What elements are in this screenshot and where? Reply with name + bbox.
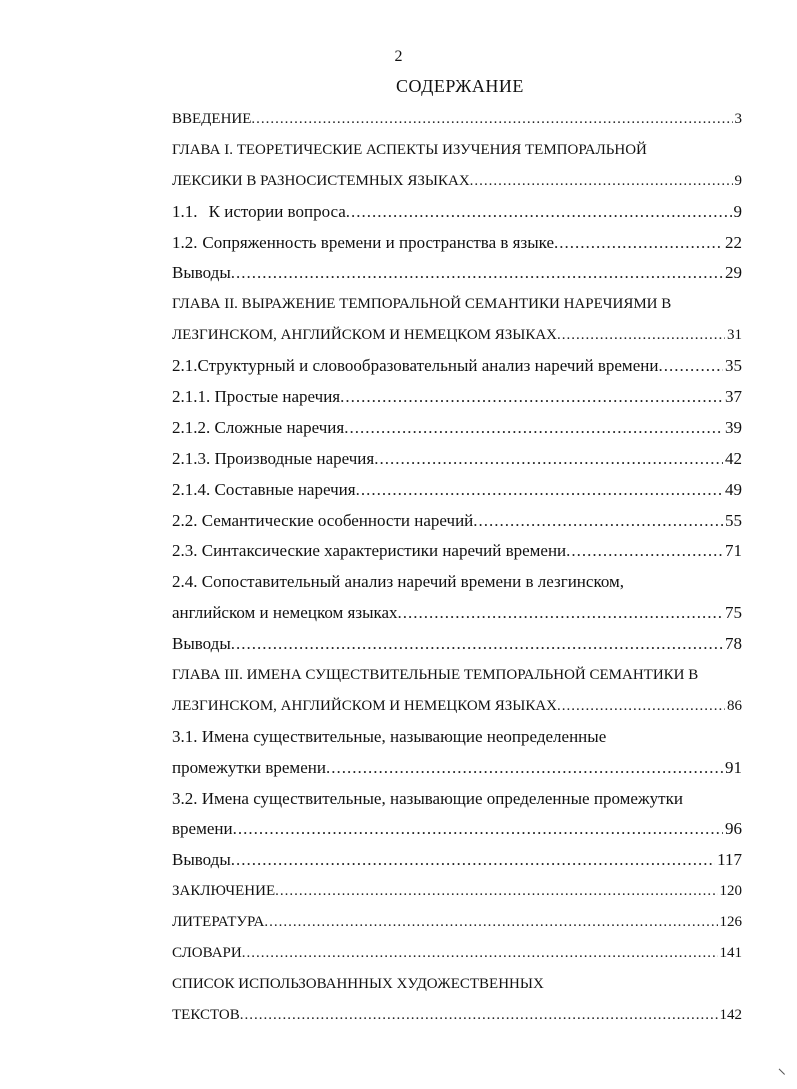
dot-leader xyxy=(566,536,723,567)
toc-entry-page: 117 xyxy=(717,850,742,870)
dot-leader xyxy=(658,351,723,382)
toc-entry-row xyxy=(172,104,742,135)
toc-entry-number: 1.1. xyxy=(172,201,198,221)
toc-entry-page: 71 xyxy=(725,541,742,561)
page-title: СОДЕРЖАНИЕ xyxy=(396,76,524,96)
toc-entry xyxy=(172,475,742,506)
toc-entry-row xyxy=(172,289,742,320)
dot-leader xyxy=(557,691,725,722)
toc-entry-title: К истории вопроса xyxy=(208,201,346,221)
toc-entry-page: 29 xyxy=(725,263,742,283)
toc-entry-page: 55 xyxy=(725,510,742,530)
toc-entry-row xyxy=(172,567,742,598)
toc-entry xyxy=(172,876,742,907)
dot-leader xyxy=(233,814,723,845)
toc-entry xyxy=(172,289,742,320)
toc-entry xyxy=(172,660,742,691)
toc-entry xyxy=(172,814,742,845)
dot-leader xyxy=(264,907,717,938)
toc-entry-row xyxy=(172,722,742,753)
toc-entry xyxy=(172,969,742,1000)
dot-leader xyxy=(398,598,723,629)
toc-entry-row xyxy=(172,475,742,506)
toc-entry-title: Выводы xyxy=(172,634,231,654)
dot-leader xyxy=(374,444,723,475)
toc-entry xyxy=(172,753,742,784)
toc-entry-title: 2.4. Сопоставительный анализ наречий времени в лезгинском, xyxy=(172,572,625,592)
toc-entry xyxy=(172,382,742,413)
dot-leader xyxy=(473,506,723,537)
toc-entry-title: ГЛАВА III. ИМЕНА СУЩЕСТВИТЕЛЬНЫЕ ТЕМПОРАЛЬНОЙ СЕМАНТИКИ В xyxy=(172,667,699,684)
toc-entry xyxy=(172,413,742,444)
toc-entry-title: ЛЕЗГИНСКОМ, АНГЛИЙСКОМ И НЕМЕЦКОМ ЯЗЫКАХ xyxy=(172,697,558,714)
toc-entry xyxy=(172,567,742,598)
toc-entry xyxy=(172,784,742,815)
toc-entry xyxy=(172,938,742,969)
toc-entry-title: Сопряженность времени и пространства в языке xyxy=(202,232,555,252)
toc-entry-title: ТЕКСТОВ xyxy=(172,1006,240,1023)
toc-entry-page: 22 xyxy=(725,232,742,252)
scan-mark xyxy=(773,1068,785,1080)
toc-entry-title: ЛИТЕРАТУРА xyxy=(172,914,265,931)
toc-entry-title: ГЛАВА I. ТЕОРЕТИЧЕСКИЕ АСПЕКТЫ ИЗУЧЕНИЯ ТЕМПОРАЛЬНОЙ xyxy=(172,141,647,158)
toc-entry xyxy=(172,598,742,629)
toc-entry xyxy=(172,845,742,876)
dot-leader xyxy=(326,753,723,784)
toc-entry-row xyxy=(172,413,742,444)
toc-entry-title: 3.1. Имена существительные, называющие неопределенные xyxy=(172,726,607,746)
dot-leader xyxy=(242,938,718,969)
toc-entry-row xyxy=(172,629,742,660)
toc-entry-row xyxy=(172,753,742,784)
toc-entry-row xyxy=(172,258,742,289)
toc-entry xyxy=(172,444,742,475)
toc-entry-title: промежутки времени xyxy=(172,757,326,777)
toc-entry xyxy=(172,104,742,135)
toc-entry xyxy=(172,907,742,938)
toc-entry xyxy=(172,166,742,197)
toc-entry-row xyxy=(172,166,742,197)
page-number: 2 xyxy=(394,48,403,65)
toc-entry-title: СЛОВАРИ xyxy=(172,945,242,962)
toc-entry-page: 142 xyxy=(719,1006,742,1023)
toc-entry-page: 141 xyxy=(719,945,742,962)
toc-entry-page: 120 xyxy=(719,883,742,900)
toc-entry xyxy=(172,351,742,382)
toc-entry-title: Выводы xyxy=(172,850,231,870)
toc-entry-title: английском и немецком языках xyxy=(172,603,398,623)
toc-entry xyxy=(172,258,742,289)
toc-entry-page: 9 xyxy=(734,172,742,189)
toc-entry-row xyxy=(172,969,742,1000)
toc-entry xyxy=(172,506,742,537)
dot-leader xyxy=(231,629,723,660)
toc-entry-title: ВВЕДЕНИЕ xyxy=(172,111,252,127)
toc-entry xyxy=(172,691,742,722)
toc-entry-title: 3.2. Имена существительные, называющие определенные промежутки xyxy=(172,788,683,808)
toc-entry-title: 2.2. Семантические особенности наречий xyxy=(172,510,474,530)
toc-entry-page: 39 xyxy=(725,417,742,437)
dot-leader xyxy=(275,876,717,907)
toc-entry-page: 37 xyxy=(725,387,742,407)
toc-entry-title: времени xyxy=(172,819,233,839)
toc-entry-row xyxy=(172,228,742,259)
toc-entry-title: ЛЕКСИКИ В РАЗНОСИСТЕМНЫХ ЯЗЫКАХ xyxy=(172,172,470,189)
dot-leader xyxy=(557,320,725,351)
toc-entry-row xyxy=(172,444,742,475)
toc-entry-page: 96 xyxy=(725,819,742,839)
toc-entry-title: 2.1.4. Составные наречия xyxy=(172,479,356,499)
dot-leader xyxy=(231,258,723,289)
toc-entry xyxy=(172,197,742,228)
toc-entry-title: ЛЕЗГИНСКОМ, АНГЛИЙСКОМ И НЕМЕЦКОМ ЯЗЫКАХ xyxy=(172,327,558,344)
toc-entry xyxy=(172,135,742,166)
toc-entry-row xyxy=(172,320,742,351)
dot-leader xyxy=(346,197,732,228)
toc-entry-row xyxy=(172,784,742,815)
dot-leader xyxy=(251,104,732,135)
toc-entry-page: 126 xyxy=(719,914,742,931)
toc-entry-row xyxy=(172,876,742,907)
toc-entry-title: СПИСОК ИСПОЛЬЗОВАНННЫХ ХУДОЖЕСТВЕННЫХ xyxy=(172,975,544,992)
dot-leader xyxy=(340,382,723,413)
toc-entry-title: 2.1.2. Сложные наречия xyxy=(172,417,345,437)
toc-entry-row xyxy=(172,938,742,969)
toc-entry-title: 2.1.Структурный и словообразовательный анализ наречий времени xyxy=(172,356,659,376)
toc-entry-title: 2.1.1. Простые наречия xyxy=(172,387,341,407)
toc-entry-title: ЗАКЛЮЧЕНИЕ xyxy=(172,883,276,900)
toc-entry-page: 78 xyxy=(725,634,742,654)
dot-leader xyxy=(554,228,723,259)
toc-entry-row xyxy=(172,907,742,938)
toc-entry xyxy=(172,320,742,351)
toc-entry-row xyxy=(172,351,742,382)
toc-entry-page: 49 xyxy=(725,479,742,499)
toc-entry xyxy=(172,722,742,753)
toc-entry-title: 2.3. Синтаксические характеристики наречий времени xyxy=(172,541,567,561)
toc-entry-title: Выводы xyxy=(172,263,231,283)
toc-entry-title: 2.1.3. Производные наречия xyxy=(172,448,375,468)
toc-entry-row xyxy=(172,1000,742,1031)
toc-entry-row xyxy=(172,660,742,691)
toc-entry-row xyxy=(172,845,742,876)
table-of-contents xyxy=(172,104,742,1031)
toc-entry-row xyxy=(172,197,742,228)
toc-entry xyxy=(172,536,742,567)
toc-entry-title: ГЛАВА II. ВЫРАЖЕНИЕ ТЕМПОРАЛЬНОЙ СЕМАНТИКИ НАРЕЧИЯМИ В xyxy=(172,296,672,313)
toc-entry-number: 1.2. xyxy=(172,232,198,252)
toc-entry-page: 31 xyxy=(727,327,742,344)
toc-entry-page: 9 xyxy=(733,201,742,221)
toc-entry-row xyxy=(172,506,742,537)
toc-entry-row xyxy=(172,814,742,845)
toc-entry xyxy=(172,228,742,259)
toc-entry-page: 75 xyxy=(725,603,742,623)
toc-entry xyxy=(172,1000,742,1031)
dot-leader xyxy=(231,845,715,876)
toc-entry-page: 35 xyxy=(725,356,742,376)
dot-leader xyxy=(470,166,733,197)
toc-entry-page: 42 xyxy=(725,448,742,468)
toc-entry-row xyxy=(172,382,742,413)
toc-entry-row xyxy=(172,536,742,567)
toc-entry-row xyxy=(172,691,742,722)
toc-entry-page: 86 xyxy=(727,697,742,714)
toc-entry-page: 91 xyxy=(725,757,742,777)
toc-entry-row xyxy=(172,598,742,629)
dot-leader xyxy=(356,475,723,506)
dot-leader xyxy=(240,1000,718,1031)
toc-entry-page: 3 xyxy=(734,111,742,127)
dot-leader xyxy=(344,413,723,444)
toc-entry-row xyxy=(172,135,742,166)
toc-entry xyxy=(172,629,742,660)
